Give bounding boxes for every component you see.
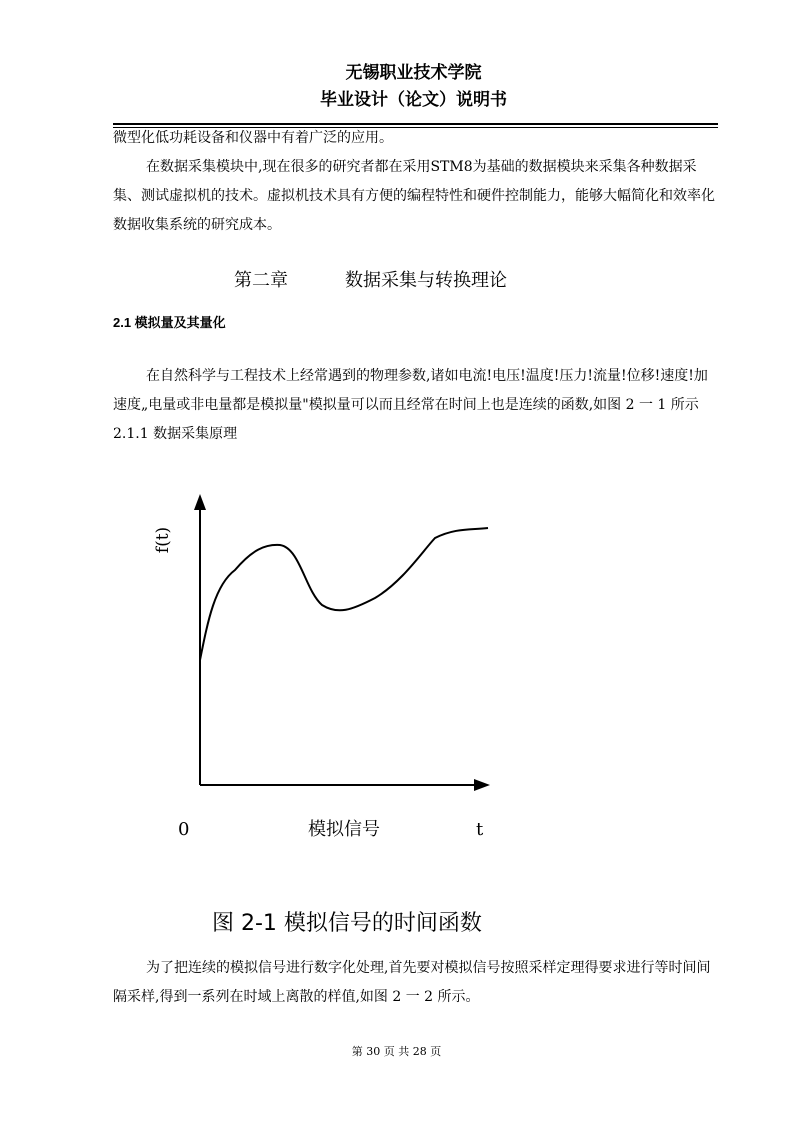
analog-signal-figure [140,490,510,850]
x-axis-label: t [476,819,484,840]
chapter-number: 第二章 [234,270,288,291]
header-doc-title: 毕业设计（论文）说明书 [320,90,507,110]
y-axis-arrow [194,494,206,510]
y-axis-label: f(t) [153,526,173,554]
section-heading: 2.1 模拟量及其量化 [113,315,226,330]
signal-curve [200,528,488,660]
origin-label: 0 [178,819,190,840]
figure-caption: 图 2-1 模拟信号的时间函数 [212,911,482,936]
paragraph-sampling: 为了把连续的模拟信号进行数字化处理,首先要对模拟信号按照采样定理得要求进行等时间间隔采样,得到一系列在时域上离散的样值,如图 2 一 2 所示。 [113,960,711,1005]
chapter-title: 数据采集与转换理论 [345,270,507,291]
page-footer: 第 30 页 共 28 页 [351,1045,442,1058]
x-axis-arrow [474,779,490,791]
paragraph-analog-quantity: 在自然科学与工程技术上经常遇到的物理参数,诸如电流!电压!温度!压力!流量!位移!速度!加速度„电量或非电量都是模拟量"模拟量可以而且经常在时间上也是连续的函数,如图 2 一 1 所示 2.1.1 数据采集原理 [113,368,708,442]
header-school: 无锡职业技术学院 [345,63,482,83]
paragraph-data-acquisition-module: 在数据采集模块中,现在很多的研究者都在采用STM8为基础的数据模块来采集各种数据采集、测试虚拟机的技术。虚拟机技术具有方便的编程特性和硬件控制能力，能够大幅简化和效率化数据收集系统的研究成本。 [113,159,715,233]
paragraph-continuation: 微型化低功耗设备和仪器中有着广泛的应用。 [113,130,393,146]
figure-center-label: 模拟信号 [308,819,380,840]
